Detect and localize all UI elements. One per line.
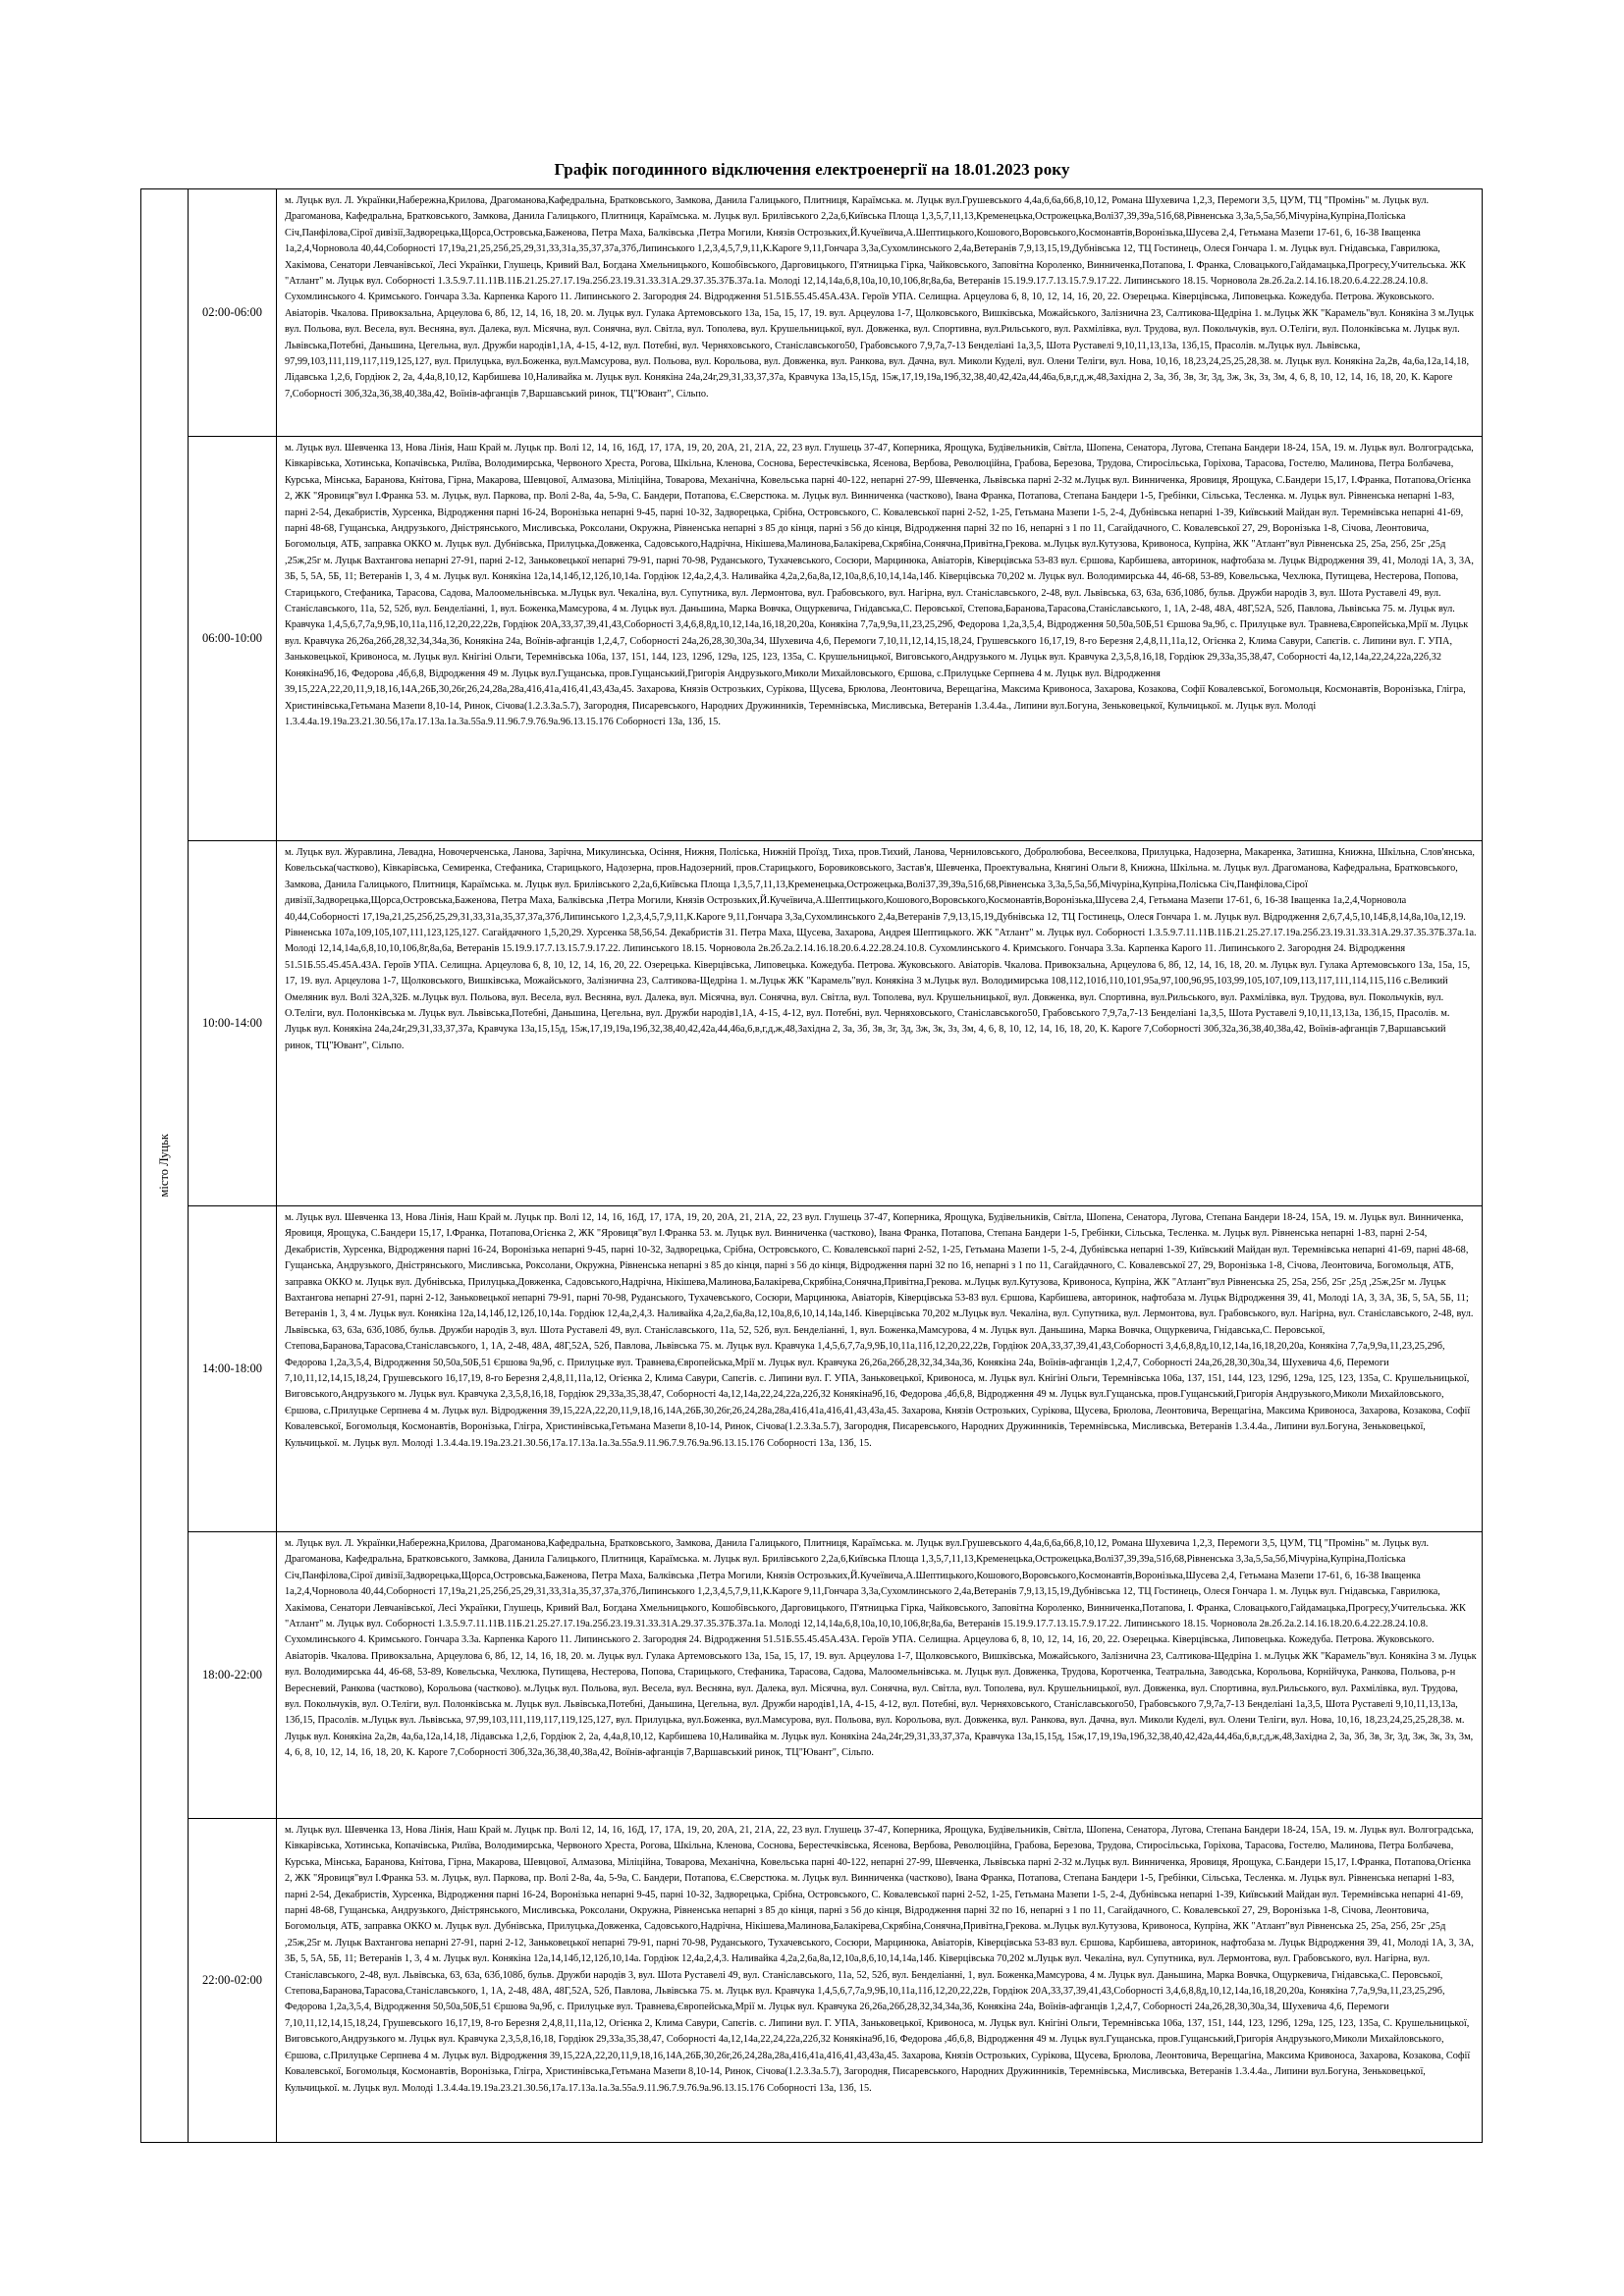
street-list: м. Луцьк вул. Л. Українки,Набережна,Крилова, Драгоманова,Кафедральна, Братковського, Замкова, Данила Галицького, Плитниця, Караїмська. м. Луцьк вул.Грушевського 4,4а,6,6а,66,8,10,12, Романа Шухевича 1,2,3, Перемоги 3,5, ЦУМ, ТЦ "Промінь" м. Луцьк вул. Драгоманова, Кафедральна, Братковського, Замкова, Данила Галицького, Плитниця, Караїмська. м. Луцьк вул. Брилівського 2,2а,6,Київська Площа 1,3,5,7,11,13,Кременецька,Острожецька,Волі37,39,39а,51б,68,Рівненська 3,3а,5,5а,5б,Мічуріна,Купріна,Поліська Січ,Панфілова,Сірої дивізії,Задворецька,Щорса,Островська,Баженова, Петра Маха, Балківська ,Петра Могили, Князів Острозьких,Й.Кучеївича,А.Шептицького,Кошового,Воровського,Космонавтів,Воронізька,Шусева 2,4, Гетьмана Мазепи 17-61, 6, 16-38 Іващенка 1а,2,4,Чорновола 40,44,Соборності 17,19а,21,25,25б,25,29,31,33,31а,35,37,37а,37б,Липинського 1,2,3,4,5,7,9,11,К.Кароге 9,11,Гончара 3,3а,Сухомлинського 2,4а,Ветеранів 7,9,13,15,19,Дубнівська 12, ТЦ Гостинець, Олеся Гончара 1. м. Луцьк вул. Гнідавська, Гаврилюка, Хакімова, Сенатори Левчанівської, Лесі Українки, Глушець, Кривий Вал, Богдана Хмельницького, Кошобівського, Дарговицького, П'ятницька Гірка, Чайковського, Заповітна Короленко, Винниченка,Потапова, І. Франка, Словацького,Гайдамацька,Прогресу,Учительська. ЖК "Атлант" м. Луцьк вул. Соборності 1.3.5.9.7.11.11В.11Б.21.25.27.17.19а.25б.23.19.31.33.31А.29.37.35.37Б.37а.1а. Молоді 12,14,14а,6,8,10а,10,10,106,8г,8а,6а, Ветеранів 15.19.9.17.7.13.15.7.9.17.22. Липинського 18.15. Чорновола 2в.2б.2а.2.14.16.18.20.6.4.22.28.24.10.8. Сухомлинського 4. Кримського. Гончара 3.3а. Карпенка Карого 11. Липинського 2. Загородня 24. Відродження 51.51Б.55.45.45А.43А. Героїв УПА. Селищна. Арцеулова 6, 8, 10, 12, 14, 16, 20, 22. Озерецька. Ківерцівська, Липовецька. Кожедуба. Петрова. Жуковського. Авіаторів. Чкалова. Привокзальна, Арцеулова 6, 8б, 12, 14, 16, 18, 20. м. Луцьк вул. Гулака Артемовського 13а, 15а, 15, 17, 19. вул. Арцеулова 1-7, Щолковського, Вишківська, Можайського, Залізнична 23, Салтикова-Щедріна 1. м.Луцьк ЖК "Карамель"вул. Конякіна 3 м. Луцьк вул. Володимирська 44, 46-68, 53-89, Ковельська, Чехлюка, Путищева, Нестерова, Попова, Старицького, Стефаника, Тарасова, Садова, Малоомельнівська. м. Луцьк вул. Довженка, Трудова, Коротченка, Театральна, Заводська, Корольова, Корнійчука, Ранкова, Польова, р-н Вересневий, Ранкова (частково), Корольова (частково). м.Луцьк вул. Польова, вул. Весела, вул. Весняна, вул. Далека, вул. Місячна, вул. Сонячна, вул. Світла, вул. Тополева, вул. Крушельницької, вул. Довженка, вул. Спортивна, вул.Рильського, вул. Рахмілівка, вул. Трудова, вул. Покольчуків, вул. О.Теліги, вул. Полонківська м. Луцьк вул. Львівська,Потебні, Даньшина, Цегельна, вул. Дружби народів1,1А, 4-15, 4-12, вул. Потебні, вул. Черняховського, Станіславського50, Грабовського 7,9,7а,7-13 Бенделіані 1а,3,5, Шота Руставелі 9,10,11,13,13а, 13б,15, Прасолів. м.Луцьк вул. Львівська, 97,99,103,111,119,117,119,125,127, вул. Прилуцька, вул.Боженка, вул.Мамсурова, вул. Польова, вул. Корольова, вул. Довженка, вул. Ранкова, вул. Дачна, вул. Миколи Куделі, вул. Олени Теліги, вул. Нова, 10,16, 18,23,24,25,25,28,38. м. Луцьк вул. Конякіна 2а,2в, 4а,6а,12а,14,18, Лідавська 1,2,6, Гордіюк 2, 2а, 4,4а,8,10,12, Карбишева 10,Наливайка м. Луцьк вул. Конякіна 24а,24г,29,31,33,37,37а, Кравчука 13а,15,15д, 15ж,17,19,19а,19б,32,38,40,42,42а,44,46а,6,в,г,д,ж,48,Західна 2, 3а, 3б, 3в, 3г, 3д, 3ж, 3к, 3з, 3м, 4, 6, 8, 10, 12, 14, 16, 18, 20, К. Кароге 7,Соборності 30б,32а,36,38,40,38а,42, Воїнів-афганців 7,Варшавський ринок, ТЦ"Ювант", Сільпо. [277, 1532, 1483, 1819]
time-slot: 06:00-10:00 [189, 437, 277, 841]
city-cell [141, 189, 189, 2143]
street-list: м. Луцьк вул. Шевченка 13, Нова Лінія, Наш Край м. Луцьк пр. Волі 12, 14, 16, 16Д, 17, 17А, 19, 20, 20А, 21, 21А, 22, 23 вул. Глушець 37-47, Коперника, Ярощука, Будівельників, Світла, Шопена, Сенатора, Лугова, Степана Бандери 18-24, 15А, 19. м. Луцьк вул. Волгоградська, Ківкарівська, Хотинська, Копачівська, Рилїва, Володимирська, Червоного Хреста, Рогова, Шкільна, Кленова, Соснова, Берестечківська, Ясенова, Вербова, Революційна, Грабова, Березова, Трудова, Стиросільська, Гоpіхова, Тарасова, Гостелю, Малинова, Петра Болбачева, Курська, Мінська, Баранова, Кнітова, Гірна, Макарова, Шевцової, Алмазова, Міліційна, Товарова, Механічна, Ковельська парні 40-122, непарні 27-99, Шевченка, Львівська парні 2-32 м.Луцьк вул. Винниченка, Яровиця, Ярощука, С.Бандери 15,17, І.Франка, Потапова,Огієнка 2, ЖК "Яровиця"вул І.Франка 53. м. Луцьк, вул. Паркова, пр. Волі 2-8а, 4а, 5-9а, С. Бандери, Потапова, Є.Сверстюка. м. Луцьк вул. Винниченка (частково), Івана Франка, Потапова, Степана Бандери 1-5, Гребінки, Сільська, Тесленка. м. Луцьк вул. Рівненська непарні 1-83, парні 2-54, Декабристів, Хурсенка, Відродження парні 16-24, Воронізька непарні 9-45, парні 10-32, Задворецька, Срібна, Островського, С. Ковалевської парні 2-52, 1-25, Гетьмана Мазепи 1-5, 2-4, Дубнівська непарні 1-39, Київський Майдан вул. Теремнівська непарні 41-69, парні 48-68, Гущанська, Андрузького, Дністрянського, Мисливська, Роксолани, Окружна, Рівненська непарні з 85 до кінця, парні з 56 до кінця, Відродження парні 32 по 16, непарні з 1 по 11, Сагайдачного, С. Ковалевської 27, 29, Воронізька 1-8, Січова, Леонтовича, Богомольця, АТБ, заправка ОККО м. Луцьк вул. Дубнівська, Прилуцька,Довженка, Садовського,Надрічна, Нікішева,Малинова,Балакірева,Скрябіна,Сонячна,Привітна,Грекова. м.Луцьк вул.Кутузова, Кривоноса, Купріна, ЖК "Атлант"вул Рівненська 25, 25а, 25б, 25г ,25д ,25ж,25г м. Луцьк Вахтангова непарні 27-91, парні 2-12, Заньковецької непарні 79-91, парні 70-98, Руданського, Тухачевського, Сосюри, Марцинюка, Авіаторів, Ківерцівська 53-83 вул. Єршова, Карбишева, авторинок, нафтобаза м. Луцьк Відродження 39, 41, Молоді 1А, 3, 3А, 3Б, 5, 5А, 5Б, 11; Ветеранів 1, 3, 4 м. Луцьк вул. Конякіна 12а,14,14б,12,12б,10,14а. Гордіюк 12,4а,2,4,3. Наливайка 4,2а,2,6а,8а,12,10а,8,6,10,14,14а,14б. Ківерцівська 70,202 м.Луцьк вул. Чекаліна, вул. Супутника, вул. Лермонтова, вул. Грабовського, вул. Нагірна, вул. Станіславського, 2-48, вул. Львівська, 63, 63а, 63б,108б, бульв. Дружби народів 3, вул. Шота Руставелі 49, вул. Станіславського, 11а, 52, 52б, вул. Бенделіанні, 1, вул. Боженка,Мамсурова, 4 м. Луцьк вул. Даньшина, Марка Вовчка, Ощуркевича, Гнідавська,С. Перовської, Степова,Баранова,Тарасова,Станіславського, 1, 1А, 2-48, 48А, 48Г,52А, 52б, Павлова, Львівська 75. м. Луцьк вул. Кравчука 1,4,5,6,7,7а,9,9Б,10,11а,11б,12,20,22,22в, Гордіюк 20А,33,37,39,41,43,Соборності 3,4,6,8,8д,10,12,14а,16,18,20,20а, Конякіна 7,7а,9,9а,11,23,25,29б, Федорова 1,2а,3,5,4, Відродження 50,50а,50Б,51 Єршова 9а,9б, с. Прилуцьке вул. Травнева,Європейська,Мрії м. Луцьк вул. Кравчука 26,26а,26б,28,32,34,34а,36, Конякіна 24а, Воїнів-афганців 1,2,4,7, Соборності 24а,26,28,30,30а,34, Шухевича 4,6, Перемоги 7,10,11,12,14,15,18,24, Грушевського 16,17,19, 8-го Березня 2,4,8,11,11а,12, Огієнка 2, Клима Савури, Сапєгів. с. Липини вул. Г. УПА, Заньковецької, Кривоноса, м. Луцьк вул. Кнігіні Ольги, Теремнівська 106а, 137, 151, 144, 123, 129б, 129а, 125, 123, 135а, С. Крушельницької, Виговського,Андрузького м. Луцьк вул. Кравчука 2,3,5,8,16,18, Гордіюк 29,33а,35,38,47, Соборності 4а,12,14а,22,24,22а,22б,32 Конякіна9б,16, Федорова ,4б,6,8, Відродження 49 м. Луцьк вул.Гущанська, пров.Гущанський,Григорія Андрузького,Миколи Михайловського, Єршова, с.Прилуцьке Серпнева 4 м. Луцьк вул. Відродження 39,15,22А,22,20,11,9,18,16,14А,26Б,30,26г,26,24,28а,28а,416,41а,416,41,43,43а,45. Захарова, Князів Острозьких, Сурікова, Щусева, Брюлова, Леонтовича, Верещагіна, Максима Кривоноса, Захарова, Козакова, Софії Ковалевської, Богомольця, Космонавтів, Воронізька, Глігра, Христинівська,Гетьмана Мазепи 8,10-14, Ринок, Січова(1.2.3.За.5.7), Загородня, Писаревського, Народних Дружинників, Теремнівська, Мисливська, Ветеранів 1.3.4.4а., Липини вул.Богуна, Зеньковецької, Кульчицької. м. Луцьк вул. Молоді 1.3.4.4а.19.19а.23.21.30.56,17а.17.13а.1а.3а.55а.9.11.96.7.9.76.9а.96.13.15.176 Соборності 13а, 13б, 15. [277, 1819, 1483, 2143]
time-slot: 22:00-02:00 [189, 1819, 277, 2143]
table-row [141, 841, 1483, 1206]
street-list: м. Луцьк вул. Шевченка 13, Нова Лінія, Наш Край м. Луцьк пр. Волі 12, 14, 16, 16Д, 17, 17А, 19, 20, 20А, 21, 21А, 22, 23 вул. Глушець 37-47, Коперника, Ярощука, Будівельників, Світла, Шопена, Сенатора, Лугова, Степана Бандери 18-24, 15А, 19. м. Луцьк вул. Волгоградська, Ківкарівська, Хотинська, Копачівська, Рилїва, Володимирська, Червоного Хреста, Рогова, Шкільна, Кленова, Соснова, Берестечківська, Ясенова, Вербова, Революційна, Грабова, Березова, Трудова, Стиросільська, Гоpіхова, Тарасова, Гостелю, Малинова, Петра Болбачева, Курська, Мінська, Баранова, Кнітова, Гірна, Макарова, Шевцової, Алмазова, Міліційна, Товарова, Механічна, Ковельська парні 40-122, непарні 27-99, Шевченка, Львівська парні 2-32 м.Луцьк вул. Винниченка, Яровиця, Ярощука, С.Бандери 15,17, І.Франка, Потапова,Огієнка 2, ЖК "Яровиця"вул І.Франка 53. м. Луцьк, вул. Паркова, пр. Волі 2-8а, 4а, 5-9а, С. Бандери, Потапова, Є.Сверстюка. м. Луцьк вул. Винниченка (частково), Івана Франка, Потапова, Степана Бандери 1-5, Гребінки, Сільська, Тесленка. м. Луцьк вул. Рівненська непарні 1-83, парні 2-54, Декабристів, Хурсенка, Відродження парні 16-24, Воронізька непарні 9-45, парні 10-32, Задворецька, Срібна, Островського, С. Ковалевської парні 2-52, 1-25, Гетьмана Мазепи 1-5, 2-4, Дубнівська непарні 1-39, Київський Майдан вул. Теремнівська непарні 41-69, парні 48-68, Гущанська, Андрузького, Дністрянського, Мисливська, Роксолани, Окружна, Рівненська непарні з 85 до кінця, парні з 56 до кінця, Відродження парні 32 по 16, непарні з 1 по 11, Сагайдачного, С. Ковалевської 27, 29, Воронізька 1-8, Січова, Леонтовича, Богомольця, АТБ, заправка ОККО м. Луцьк вул. Дубнівська, Прилуцька,Довженка, Садовського,Надрічна, Нікішева,Малинова,Балакірева,Скрябіна,Сонячна,Привітна,Грекова. м.Луцьк вул.Кутузова, Кривоноса, Купріна, ЖК "Атлант"вул Рівненська 25, 25а, 25б, 25г ,25д ,25ж,25г м. Луцьк Вахтангова непарні 27-91, парні 2-12, Заньковецької непарні 79-91, парні 70-98, Руданського, Тухачевського, Сосюри, Марцинюка, Авіаторів, Ківерцівська 53-83 вул. Єршова, Карбишева, авторинок, нафтобаза м. Луцьк Відродження 39, 41, Молоді 1А, 3, 3А, 3Б, 5, 5А, 5Б, 11; Ветеранів 1, 3, 4 м. Луцьк вул. Конякіна 12а,14,14б,12,12б,10,14а. Гордіюк 12,4а,2,4,3. Наливайка 4,2а,2,6а,8а,12,10а,8,6,10,14,14а,14б. Ківерцівська 70,202 м. Луцьк вул. Володимирська 44, 46-68, 53-89, Ковельська, Чехлюка, Путищева, Нестерова, Попова, Старицького, Стефаника, Тарасова, Садова, Малоомельнівська. м.Луцьк вул. Чекаліна, вул. Супутника, вул. Лермонтова, вул. Грабовського, вул. Нагірна, вул. Станіславського, 2-48, вул. Львівська, 63, 63а, 63б,108б, бульв. Дружби народів 3, вул. Шота Руставелі 49, вул. Станіславського, 11а, 52, 52б, вул. Бенделіанні, 1, вул. Боженка,Мамсурова, 4 м. Луцьк вул. Даньшина, Марка Вовчка, Ощуркевича, Гнідавська,С. Перовської, Степова,Баранова,Тарасова,Станіславського, 1, 1А, 2-48, 48А, 48Г,52А, 52б, Павлова, Львівська 75. м. Луцьк вул. Кравчука 1,4,5,6,7,7а,9,9Б,10,11а,11б,12,20,22,22в, Гордіюк 20А,33,37,39,41,43,Соборності 3,4,6,8,8д,10,12,14а,16,18,20,20а, Конякіна 7,7а,9,9а,11,23,25,29б, Федорова 1,2а,3,5,4, Відродження 50,50а,50Б,51 Єршова 9а,9б, с. Прилуцьке вул. Травнева,Європейська,Мрії м. Луцьк вул. Кравчука 26,26а,26б,28,32,34,34а,36, Конякіна 24а, Воїнів-афганців 1,2,4,7, Соборності 24а,26,28,30,30а,34, Шухевича 4,6, Перемоги 7,10,11,12,14,15,18,24, Грушевського 16,17,19, 8-го Березня 2,4,8,11,11а,12, Огієнка 2, Клима Савури, Сапєгів. с. Липини вул. Г. УПА, Заньковецької, Кривоноса, м. Луцьк вул. Кнігіні Ольги, Теремнівська 106а, 137, 151, 144, 123, 129б, 129а, 125, 123, 135а, С. Крушельницької, Виговського,Андрузького м. Луцьк вул. Кравчука 2,3,5,8,16,18, Гордіюк 29,33а,35,38,47, Соборності 4а,12,14а,22,24,22а,22б,32 Конякіна9б,16, Федорова ,4б,6,8, Відродження 49 м. Луцьк вул.Гущанська, пров.Гущанський,Григорія Андрузького,Миколи Михайловського, Єршова, с.Прилуцьке Серпнева 4 м. Луцьк вул. Відродження 39,15,22А,22,20,11,9,18,16,14А,26Б,30,26г,26,24,28а,28а,416,41а,416,41,43,43а,45. Захарова, Князів Острозьких, Сурікова, Щусева, Брюлова, Леонтовича, Верещагіна, Максима Кривоноса, Захарова, Козакова, Софії Ковалевської, Богомольця, Космонавтів, Воронізька, Глігра, Христинівська,Гетьмана Мазепи 8,10-14, Ринок, Січова(1.2.3.За.5.7), Загородня, Писаревського, Народних Дружинників, Теремнівська, Мисливська, Ветеранів 1.3.4.4а., Липини вул.Богуна, Зеньковецької, Кульчицької. м. Луцьк вул. Молоді 1.3.4.4а.19.19а.23.21.30.56,17а.17.13а.1а.3а.55а.9.11.96.7.9.76.9а.96.13.15.176 Соборності 13а, 13б, 15. [277, 437, 1483, 841]
time-slot: 14:00-18:00 [189, 1206, 277, 1532]
time-slot: 18:00-22:00 [189, 1532, 277, 1819]
table-row [141, 189, 1483, 437]
city-label: місто Луцьк [157, 1134, 171, 1198]
time-slot: 10:00-14:00 [189, 841, 277, 1206]
page-title: Графік погодинного відключення електроенергії на 18.01.2023 року [554, 160, 1070, 179]
table-row [141, 437, 1483, 841]
schedule-table [140, 188, 1483, 2143]
street-list: м. Луцьк вул. Журавлина, Левадна, Новочерченська, Ланова, Зарічна, Микулинська, Осіння, Нижня, Полiська, Нижній Проїзд, Тиха, пров.Тихий, Ланова, Черниловського, Добролюбова, Весеелкова, Прилуцька, Надозерна, Макаренка, Затишна, Книжна, Шкільна, Слов'янська, Ковельська(частково), Ківкарівська, Семиренка, Стефаника, Старицького, Надозерна, пров.Надозерний, пров.Старицького, Боровиковського, Застав'я, Шевченка, Проектувальна, Княгинi Ольги 8, Книжна, Шкiльна. м. Луцьк вул. Драгоманова, Кафедральна, Братковського, Замкова, Данила Галицького, Плитниця, Караїмська. м. Луцьк вул. Брилівського 2,2а,6,Київська Площа 1,3,5,7,11,13,Кременецька,Острожецька,Волі37,39,39а,51б,68,Рівненська 3,3а,5,5а,5б,Мічуріна,Купріна,Поліська Січ,Панфілова,Сірої дивізії,Задворецька,Щорса,Островська,Баженова, Петра Маха, Балківська ,Петра Могили, Князів Острозьких,Й.Кучеївича,А.Шептицького,Кошового,Воровського,Космонавтів,Воронізька,Шусева 2,4, Гетьмана Мазепи 17-61, 6, 16-38 Іващенка 1а,2,4,Чорновола 40,44,Соборності 17,19а,21,25,25б,25,29,31,33,31а,35,37,37а,37б,Липинського 1,2,3,4,5,7,9,11,К.Кароге 9,11,Гончара 3,3а,Сухомлинського 2,4а,Ветеранів 7,9,13,15,19,Дубнівська 12, ТЦ Гостинець, Олеся Гончара 1. м. Луцьк вул. Відродження 2,6,7,4,5,10,14Б,8,14,8а,10а,12,19. Рівненська 107а,109,105,107,111,123,125,127. Сагайдачного 1,5,20,29. Хурсенка 58,56,54. Декабристів 31. Петра Маха, Щусева, Захарова, Андрея Шептицького. ЖК "Атлант" м. Луцьк вул. Соборності 1.3.5.9.7.11.11В.11Б.21.25.27.17.19а.25б.23.19.31.33.31А.29.37.35.37Б.37а.1а. Молоді 12,14,14а,6,8,10,10,106,8г,8а,6а, Ветеранів 15.19.9.17.7.13.15.7.9.17.22. Липинського 18.15. Чорновола 2в.2б.2а.2.14.16.18.20.6.4.22.28.24.10.8. Сухомлинського 4. Кримського. Гончара 3.3а. Карпенка Карого 11. Липинського 2. Загородня 24. Відродження 51.51Б.55.45.45А.43А. Героїв УПА. Селищна. Арцеулова 6, 8, 10, 12, 14, 16, 20, 22. Озерецька. Ківерцівська, Липовецька. Кожедуба. Петрова. Жуковського. Авіаторів. Чкалова. Привокзальна, Арцеулова 6, 8б, 12, 14, 16, 18, 20. м. Луцьк вул. Гулака Артемовського 13а, 15а, 15, 17, 19. вул. Арцеулова 1-7, Щолковського, Вишківська, Можайського, Залізнична 23, Салтикова-Щедріна 1. м.Луцьк ЖК "Карамель"вул. Конякіна 3 м.Луцьк вул. Володимирська 108,112,101б,110,101,95а,97,100,96,95,103,99,105,107,109,113,117,111,114,115,116 с.Великий Омеляник вул. Волі 32А,32Б. м.Луцьк вул. Польова, вул. Весела, вул. Весняна, вул. Далека, вул. Місячна, вул. Сонячна, вул. Світла, вул. Тополева, вул. Крушельницької, вул. Довженка, вул. Спортивна, вул.Рильського, вул. Рахмілівка, вул. Трудова, вул. Покольчуків, вул. О.Теліги, вул. Полонківська м. Луцьк вул. Львівська,Потебні, Даньшина, Цегельна, вул. Дружби народів1,1А, 4-15, 4-12, вул. Потебні, вул. Черняховського, Станіславського50, Грабовського 7,9,7а,7-13 Бенделіані 1а,3,5, Шота Руставелі 9,10,11,13,13а, 13б,15, Прасолів. м. Луцьк вул. Конякіна 24а,24г,29,31,33,37,37а, Кравчука 13а,15,15д, 15ж,17,19,19а,19б,32,38,40,42,42а,44,46а,6,в,г,д,ж,48,Західна 2, 3а, 3б, 3в, 3г, 3д, 3ж, 3к, 3з, 3м, 4, 6, 8, 10, 12, 14, 16, 18, 20, К. Кароге 7,Соборності 30б,32а,36,38,40,38а,42, Воїнів-афганців 7,Варшавський ринок, ТЦ"Ювант", Сільпо. [277, 841, 1483, 1206]
table-row [141, 1206, 1483, 1532]
table-row [141, 1532, 1483, 1819]
street-list: м. Луцьк вул. Шевченка 13, Нова Лінія, Наш Край м. Луцьк пр. Волі 12, 14, 16, 16Д, 17, 17А, 19, 20, 20А, 21, 21А, 22, 23 вул. Глушець 37-47, Коперника, Ярощука, Будівельників, Світла, Шопена, Сенатора, Лугова, Степана Бандери 18-24, 15А, 19. м. Луцьк вул. Винниченка, Яровиця, Ярощука, С.Бандери 15,17, І.Франка, Потапова,Огієнка 2, ЖК "Яровиця"вул І.Франка 53. м. Луцьк вул. Винниченка (частково), Івана Франка, Потапова, Степана Бандери 1-5, Гребінки, Сільська, Тесленка. м. Луцьк вул. Рівненська непарні 1-83, парні 2-54, Декабристів, Хурсенка, Відродження парні 16-24, Воронізька непарні 9-45, парні 10-32, Задворецька, Срібна, Островського, С. Ковалевської парні 2-52, 1-25, Гетьмана Мазепи 1-5, 2-4, Дубнівська непарні 1-39, Київський Майдан вул. Теремнівська непарні 41-69, парні 48-68, Гущанська, Андрузького, Дністрянського, Мисливська, Роксолани, Окружна, Рівненська непарні з 85 до кінця, парні з 56 до кінця, Відродження парні 32 по 16, непарні з 1 по 11, Сагайдачного, С. Ковалевської 27, 29, Воронізька 1-8, Січова, Леонтовича, Богомольця, АТБ, заправка ОККО м. Луцьк вул. Дубнівська, Прилуцька,Довженка, Садовського,Надрічна, Нікішева,Малинова,Балакірева,Скрябіна,Сонячна,Привітна,Грекова. м.Луцьк вул.Кутузова, Кривоноса, Купріна, ЖК "Атлант"вул Рівненська 25, 25а, 25б, 25г ,25д ,25ж,25г м. Луцьк Вахтангова непарні 27-91, парні 2-12, Заньковецької непарні 79-91, парні 70-98, Руданського, Тухачевського, Сосюри, Марцинюка, Авіаторів, Ківерцівська 53-83 вул. Єршова, Карбишева, авторинок, нафтобаза м. Луцьк Відродження 39, 41, Молоді 1А, 3, 3А, 3Б, 5, 5А, 5Б, 11; Ветеранів 1, 3, 4 м. Луцьк вул. Конякіна 12а,14,14б,12,12б,10,14а. Гордіюк 12,4а,2,4,3. Наливайка 4,2а,2,6а,8а,12,10а,8,6,10,14,14а,14б. Ківерцівська 70,202 м.Луцьк вул. Чекаліна, вул. Супутника, вул. Лермонтова, вул. Грабовського, вул. Нагірна, вул. Станіславського, 2-48, вул. Львівська, 63, 63а, 63б,108б, бульв. Дружби народів 3, вул. Шота Руставелі 49, вул. Станіславського, 11а, 52, 52б, вул. Бенделіанні, 1, вул. Боженка,Мамсурова, 4 м. Луцьк вул. Даньшина, Марка Вовчка, Ощуркевича, Гнідавська,С. Перовської, Степова,Баранова,Тарасова,Станіславського, 1, 1А, 2-48, 48А, 48Г,52А, 52б, Павлова, Львівська 75. м. Луцьк вул. Кравчука 1,4,5,6,7,7а,9,9Б,10,11а,11б,12,20,22,22в, Гордіюк 20А,33,37,39,41,43,Соборності 3,4,6,8,8д,10,12,14а,16,18,20,20а, Конякіна 7,7а,9,9а,11,23,25,29б, Федорова 1,2а,3,5,4, Відродження 50,50а,50Б,51 Єршова 9а,9б, с. Прилуцьке вул. Травнева,Європейська,Мрії м. Луцьк вул. Кравчука 26,26а,26б,28,32,34,34а,36, Конякіна 24а, Воїнів-афганців 1,2,4,7, Соборності 24а,26,28,30,30а,34, Шухевича 4,6, Перемоги 7,10,11,12,14,15,18,24, Грушевського 16,17,19, 8-го Березня 2,4,8,11,11а,12, Огієнка 2, Клима Савури, Сапєгів. с. Липини вул. Г. УПА, Заньковецької, Кривоноса, м. Луцьк вул. Кнігіні Ольги, Теремнівська 106а, 137, 151, 144, 123, 129б, 129а, 125, 123, 135а, С. Крушельницької, Виговського,Андрузького м. Луцьк вул. Кравчука 2,3,5,8,16,18, Гордіюк 29,33а,35,38,47, Соборності 4а,12,14а,22,24,22а,22б,32 Конякіна9б,16, Федорова ,4б,6,8, Відродження 49 м. Луцьк вул.Гущанська, пров.Гущанський,Григорія Андрузького,Миколи Михайловського, Єршова, с.Прилуцьке Серпнева 4 м. Луцьк вул. Відродження 39,15,22А,22,20,11,9,18,16,14А,26Б,30,26г,26,24,28а,28а,416,41а,416,41,43,43а,45. Захарова, Князів Острозьких, Сурікова, Щусева, Брюлова, Леонтовича, Верещагіна, Максима Кривоноса, Захарова, Козакова, Софії Ковалевської, Богомольця, Космонавтів, Воронізька, Глігра, Христинівська,Гетьмана Мазепи 8,10-14, Ринок, Січова(1.2.3.За.5.7), Загородня, Писаревського, Народних Дружинників, Теремнівська, Мисливська, Ветеранів 1.3.4.4а., Липини вул.Богуна, Зеньковецької, Кульчицької. м. Луцьк вул. Молоді 1.3.4.4а.19.19а.23.21.30.56,17а.17.13а.1а.3а.55а.9.11.96.7.9.76.9а.96.13.15.176 Соборності 13а, 13б, 15. [277, 1206, 1483, 1532]
time-slot: 02:00-06:00 [189, 189, 277, 437]
table-row [141, 1819, 1483, 2143]
street-list: м. Луцьк вул. Л. Українки,Набережна,Крилова, Драгоманова,Кафедральна, Братковського, Замкова, Данила Галицького, Плитниця, Караїмська. м. Луцьк вул.Грушевського 4,4а,6,6а,66,8,10,12, Романа Шухевича 1,2,3, Перемоги 3,5, ЦУМ, ТЦ "Промінь" м. Луцьк вул. Драгоманова, Кафедральна, Братковського, Замкова, Данила Галицького, Плитниця, Караїмська. м. Луцьк вул. Брилівського 2,2а,6,Київська Площа 1,3,5,7,11,13,Кременецька,Острожецька,Волі37,39,39а,51б,68,Рівненська 3,3а,5,5а,5б,Мічуріна,Купріна,Поліська Січ,Панфілова,Сірої дивізії,Задворецька,Щорса,Островська,Баженова, Петра Маха, Балківська ,Петра Могили, Князів Острозьких,Й.Кучеївича,А.Шептицького,Кошового,Воровського,Космонавтів,Воронізька,Шусева 2,4, Гетьмана Мазепи 17-61, 6, 16-38 Іващенка 1а,2,4,Чорновола 40,44,Соборності 17,19а,21,25,25б,25,29,31,33,31а,35,37,37а,37б,Липинського 1,2,3,4,5,7,9,11,К.Кароге 9,11,Гончара 3,3а,Сухомлинського 2,4а,Ветеранів 7,9,13,15,19,Дубнівська 12, ТЦ Гостинець, Олеся Гончара 1. м. Луцьк вул. Гнідавська, Гаврилюка, Хакімова, Сенатори Левчанівської, Лесі Українки, Глушець, Кривий Вал, Богдана Хмельницького, Кошобівського, Дарговицького, П'ятницька Гірка, Чайковського, Заповітна Короленко, Винниченка,Потапова, І. Франка, Словацького,Гайдамацька,Прогресу,Учительська. ЖК "Атлант" м. Луцьк вул. Соборності 1.3.5.9.7.11.11В.11Б.21.25.27.17.19а.25б.23.19.31.33.31А.29.37.35.37Б.37а.1а. Молоді 12,14,14а,6,8,10а,10,10,106,8г,8а,6а, Ветеранів 15.19.9.17.7.13.15.7.9.17.22. Липинського 18.15. Чорновола 2в.2б.2а.2.14.16.18.20.6.4.22.28.24.10.8. Сухомлинського 4. Кримського. Гончара 3.3а. Карпенка Карого 11. Липинського 2. Загородня 24. Відродження 51.51Б.55.45.45А.43А. Героїв УПА. Селищна. Арцеулова 6, 8, 10, 12, 14, 16, 20, 22. Озерецька. Ківерцівська, Липовецька. Кожедуба. Петрова. Жуковського. Авіаторів. Чкалова. Привокзальна, Арцеулова 6, 8б, 12, 14, 16, 18, 20. м. Луцьк вул. Гулака Артемовського 13а, 15а, 15, 17, 19. вул. Арцеулова 1-7, Щолковського, Вишківська, Можайського, Залізнична 23, Салтикова-Щедріна 1. м.Луцьк ЖК "Карамель"вул. Конякіна 3 м.Луцьк вул. Польова, вул. Весела, вул. Веснянa, вул. Далека, вул. Місячна, вул. Сонячна, вул. Світла, вул. Тополева, вул. Крушельницької, вул. Довженка, вул. Спортивна, вул.Рильського, вул. Рахмілівка, вул. Трудова, вул. Покольчуків, вул. О.Теліги, вул. Полонківська м. Луцьк вул. Львівська,Потебні, Даньшина, Цегельна, вул. Дружби народів1,1А, 4-15, 4-12, вул. Потебні, вул. Черняховського, Станіславського50, Грабовського 7,9,7а,7-13 Бенделіані 1а,3,5, Шота Руставелі 9,10,11,13,13а, 13б,15, Прасолів. м.Луцьк вул. Львівська, 97,99,103,111,119,117,119,125,127, вул. Прилуцька, вул.Боженка, вул.Мамсурова, вул. Польова, вул. Корольова, вул. Довженка, вул. Ранкова, вул. Дачна, вул. Миколи Куделі, вул. Олени Теліги, вул. Нова, 10,16, 18,23,24,25,25,28,38. м. Луцьк вул. Конякіна 2а,2в, 4а,6а,12а,14,18, Лідавська 1,2,6, Гордіюк 2, 2а, 4,4а,8,10,12, Карбишева 10,Наливайка м. Луцьк вул. Конякіна 24а,24г,29,31,33,37,37а, Кравчука 13а,15,15д, 15ж,17,19,19а,19б,32,38,40,42,42а,44,46а,6,в,г,д,ж,48,Західна 2, 3а, 3б, 3в, 3г, 3д, 3ж, 3к, 3з, 3м, 4, 6, 8, 10, 12, 14, 16, 18, 20, К. Кароге 7,Соборності 30б,32а,36,38,40,38а,42, Воїнів-афганців 7,Варшавський ринок, ТЦ"Ювант", Сільпо. [277, 189, 1483, 437]
